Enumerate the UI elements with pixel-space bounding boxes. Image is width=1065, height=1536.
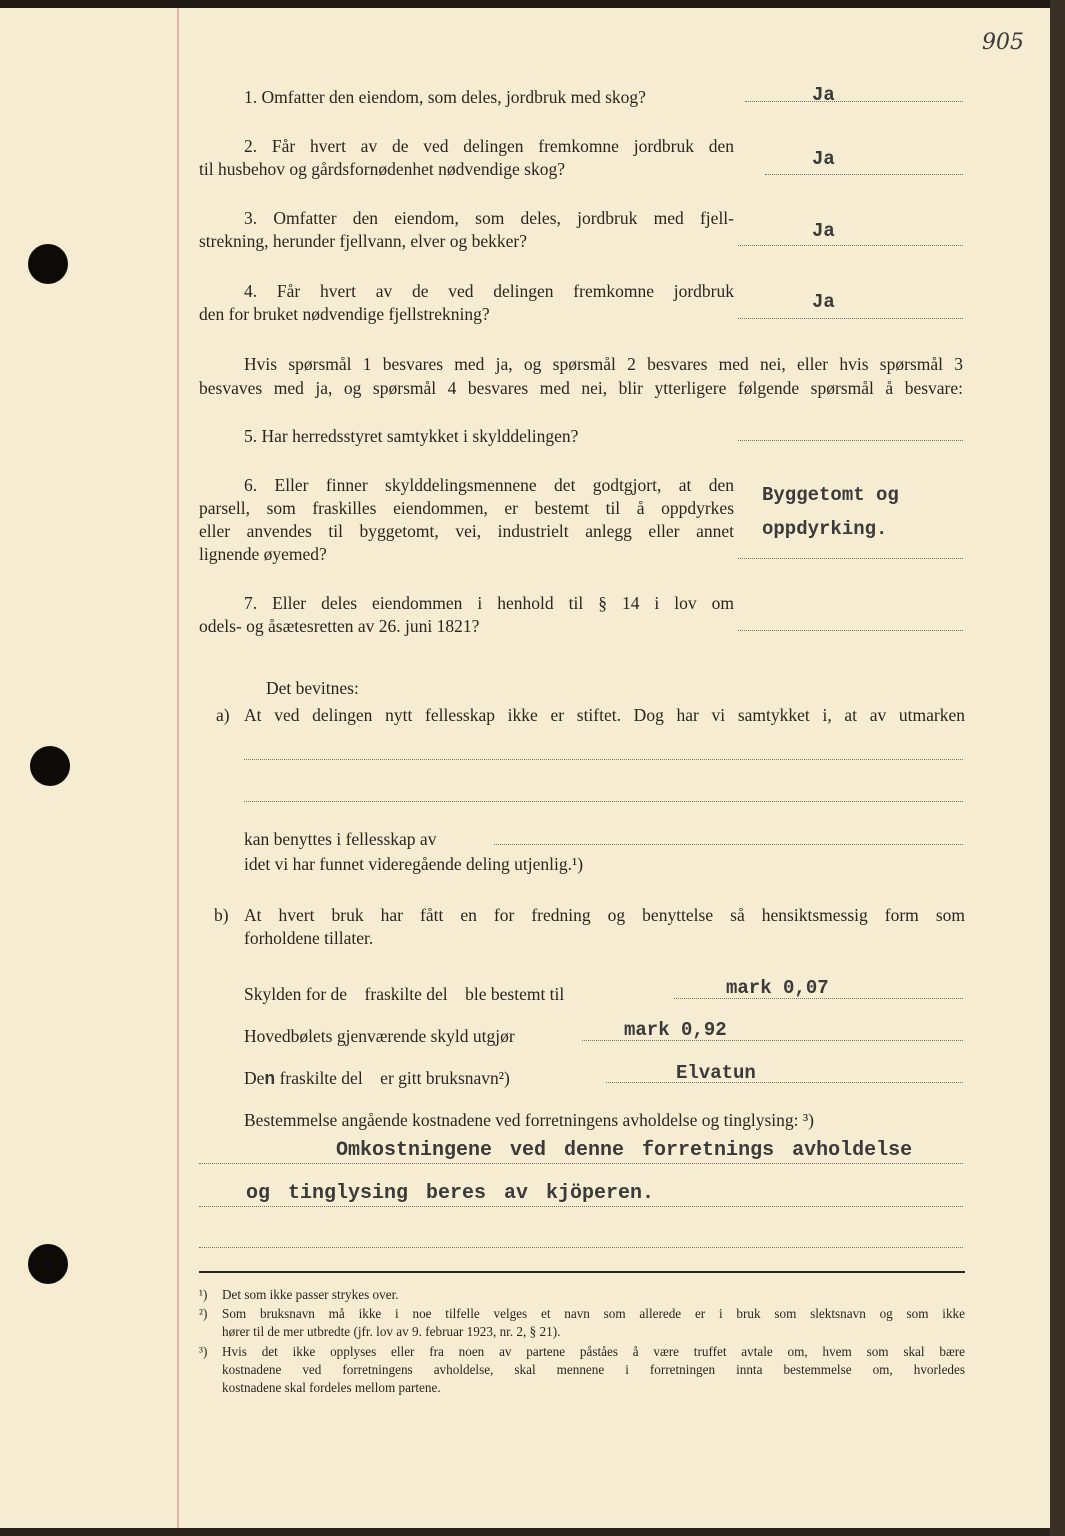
question-5-text: 5. Har herredsstyret samtykket i skylddelingen? bbox=[244, 426, 579, 446]
footnote-2-mark: ²) bbox=[199, 1306, 208, 1321]
answer-line bbox=[745, 101, 963, 102]
instruction-line-2: besvaves med ja, og spørsmål 4 besvares med nei, blir ytterligere følgende spørsmål å besvare: bbox=[199, 378, 963, 398]
footnote-1-mark: ¹) bbox=[199, 1287, 208, 1302]
item-a-label: a) bbox=[216, 705, 230, 725]
punch-hole-icon bbox=[28, 1244, 68, 1284]
blank-line bbox=[244, 801, 963, 802]
question-2-answer: Ja bbox=[812, 148, 835, 170]
footnote-1-line-1: Det som ikke passer strykes over. bbox=[222, 1287, 399, 1302]
question-4-answer: Ja bbox=[812, 291, 835, 313]
question-3-line-1: 3. Omfatter den eiendom, som deles, jordbruk med fjell- bbox=[244, 208, 734, 228]
footnote-2-line-1: Som bruksnavn må ikke i noe tilfelle velges et navn som allerede er i bruk som slektsnavn og som ikke bbox=[222, 1306, 965, 1321]
kostnader-line-1: Omkostningene ved denne forretnings avholdelse bbox=[336, 1139, 913, 1162]
item-b-label: b) bbox=[214, 905, 229, 925]
bruksnavn-label bbox=[244, 1067, 510, 1092]
answer-line bbox=[765, 174, 963, 175]
bruksnavn-label-start: De bbox=[244, 1068, 265, 1088]
question-7-line-1: 7. Eller deles eiendommen i henhold til § 14 i lov om bbox=[244, 593, 734, 613]
blank-line bbox=[494, 844, 963, 845]
question-3-line-2: strekning, herunder fjellvann, elver og bekker? bbox=[199, 231, 527, 251]
page-number: 905 bbox=[982, 30, 1024, 55]
scan-top-edge bbox=[0, 0, 1065, 8]
question-6-line-4: lignende øyemed? bbox=[199, 544, 327, 564]
scan-right-edge bbox=[1050, 0, 1065, 1536]
idet-text: idet vi har funnet videregående deling utjenlig.¹) bbox=[244, 854, 584, 874]
blank-line bbox=[199, 1163, 963, 1164]
question-6-line-1: 6. Eller finner skylddelingsmennene det godtgjort, at den bbox=[244, 475, 734, 495]
question-6-answer-line-2: oppdyrking. bbox=[762, 518, 888, 540]
bruksnavn-label-typed: n bbox=[264, 1070, 276, 1090]
punch-hole-icon bbox=[30, 746, 70, 786]
footnote-3-line-2: kostnadene ved forretningens avholdelse, skal mennene i forretningen innta bestemmelse om, hvorledes bbox=[222, 1362, 965, 1377]
question-3-answer: Ja bbox=[812, 220, 835, 242]
bruksnavn-value: Elvatun bbox=[676, 1062, 756, 1084]
blank-line bbox=[199, 1247, 963, 1248]
question-2-line-2: til husbehov og gårdsfornødenhet nødvendige skog? bbox=[199, 159, 565, 179]
bruksnavn-label-end: fraskilte del er gitt bruksnavn²) bbox=[275, 1068, 510, 1088]
footnote-3-mark: ³) bbox=[199, 1344, 208, 1359]
answer-line bbox=[738, 558, 963, 559]
bevitnes-heading: Det bevitnes: bbox=[266, 678, 359, 698]
item-a-text: At ved delingen nytt fellesskap ikke er stiftet. Dog har vi samtykket i, at av utmarken bbox=[244, 705, 965, 725]
kostnader-label: Bestemmelse angående kostnadene ved forretningens avholdelse og tinglysing: ³) bbox=[244, 1110, 814, 1130]
answer-line bbox=[738, 630, 963, 631]
answer-line bbox=[738, 245, 963, 246]
kan-benyttes-text: kan benyttes i fellesskap av bbox=[244, 829, 437, 849]
skyld-fraskilt-value: mark 0,07 bbox=[726, 977, 829, 999]
hovedbol-label: Hovedbølets gjenværende skyld utgjør bbox=[244, 1026, 515, 1046]
footnote-3-line-1: Hvis det ikke opplyses eller fra noen av partene påståes å være truffet avtale om, hvem som skal bære bbox=[222, 1344, 965, 1359]
question-6-line-2: parsell, som fraskilles eiendommen, er bestemt til å oppdyrkes bbox=[199, 498, 734, 518]
question-4-line-2: den for bruket nødvendige fjellstrekning? bbox=[199, 304, 490, 324]
blank-line bbox=[199, 1206, 963, 1207]
question-1-answer: Ja bbox=[812, 84, 835, 106]
instruction-line-1: Hvis spørsmål 1 besvares med ja, og spørsmål 2 besvares med nei, eller hvis spørsmål 3 bbox=[244, 354, 963, 374]
question-2-line-1: 2. Får hvert av de ved delingen fremkomne jordbruk den bbox=[244, 136, 734, 156]
item-b-line-2: forholdene tillater. bbox=[244, 928, 374, 948]
footnote-2-line-2: hører til de mer utbredte (jfr. lov av 9. februar 1923, nr. 2, § 21). bbox=[222, 1324, 561, 1339]
answer-line bbox=[738, 440, 963, 441]
footnote-rule bbox=[199, 1271, 965, 1273]
question-4-line-1: 4. Får hvert av de ved delingen fremkomne jordbruk bbox=[244, 281, 734, 301]
question-6-answer-line-1: Byggetomt og bbox=[762, 484, 899, 506]
item-b-line-1: At hvert bruk har fått en for fredning og benyttelse så hensiktsmessig form som bbox=[244, 905, 965, 925]
kostnader-line-2: og tinglysing beres av kjöperen. bbox=[246, 1182, 655, 1205]
skyld-fraskilt-label: Skylden for de fraskilte del ble bestemt til bbox=[244, 984, 565, 1004]
question-1-text: 1. Omfatter den eiendom, som deles, jordbruk med skog? bbox=[244, 87, 646, 107]
blank-line bbox=[244, 759, 963, 760]
hovedbol-value: mark 0,92 bbox=[624, 1019, 727, 1041]
answer-line bbox=[606, 1082, 963, 1083]
question-6-line-3: eller anvendes til byggetomt, vei, industrielt anlegg eller annet bbox=[199, 521, 734, 541]
answer-line bbox=[738, 318, 963, 319]
question-7-line-2: odels- og åsætesretten av 26. juni 1821? bbox=[199, 616, 480, 636]
margin-line bbox=[177, 8, 179, 1528]
footnote-3-line-3: kostnadene skal fordeles mellom partene. bbox=[222, 1380, 441, 1395]
punch-hole-icon bbox=[28, 244, 68, 284]
